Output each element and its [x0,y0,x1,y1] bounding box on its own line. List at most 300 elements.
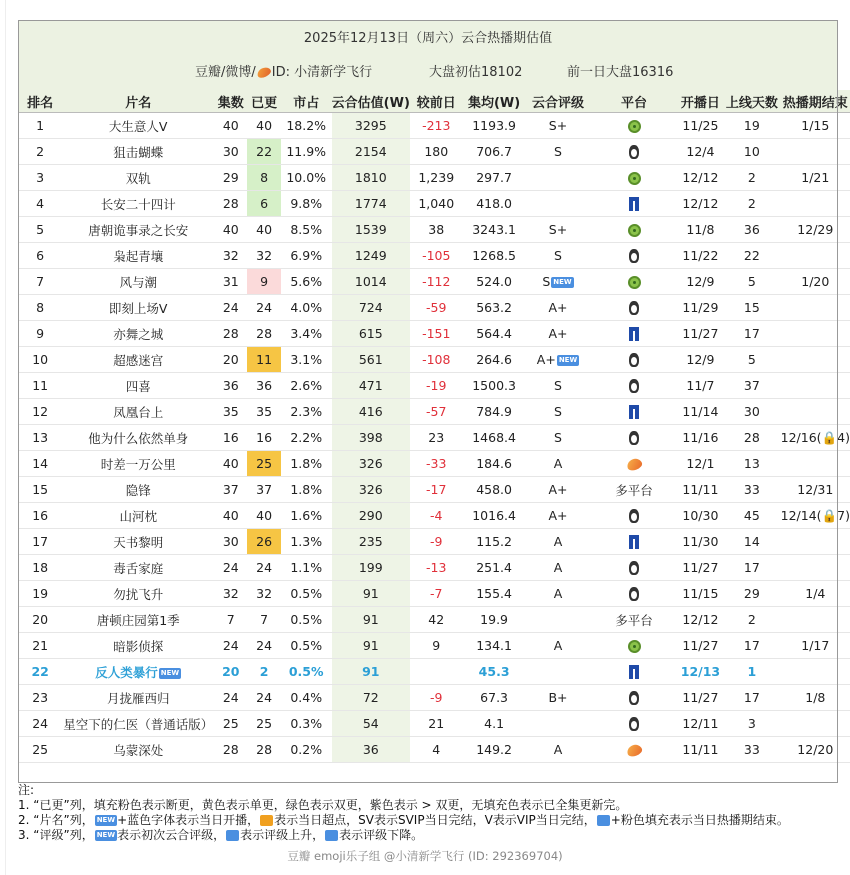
cell-avg: 19.9 [463,607,526,633]
cell-aired: 25 [247,711,280,737]
cell-eps: 31 [214,269,247,295]
cell-est: 91 [332,607,410,633]
column-header: 排名 [18,90,62,113]
cell-est: 290 [332,503,410,529]
cell-avg: 564.4 [463,321,526,347]
cell-start: 11/29 [678,295,723,321]
penguin-platform-icon [629,587,639,601]
cell-aired: 32 [247,243,280,269]
cell-platform [590,139,677,165]
cell-aired: 9 [247,269,280,295]
cell-title [62,633,214,659]
cell-rank: 9 [18,321,62,347]
cell-rank: 7 [18,269,62,295]
grade-value: S [554,378,562,393]
column-header: 较前日 [410,90,463,113]
cell-est: 398 [332,425,410,451]
cell-avg: 458.0 [463,477,526,503]
cell-days: 15 [723,295,780,321]
cell-share: 1.3% [281,529,332,555]
cell-aired: 32 [247,581,280,607]
grade-value: A [553,560,563,575]
cell-days: 33 [723,477,780,503]
grid-line [5,0,6,875]
cell-grade [526,399,591,425]
kiwi-platform-icon [628,276,641,289]
cell-share: 4.0% [281,295,332,321]
cell-platform [590,269,677,295]
cell-end [781,451,850,477]
cell-grade [526,269,591,295]
cell-est: 54 [332,711,410,737]
cell-end: 12/20 [781,737,850,763]
cell-platform: 多平台 [590,607,677,633]
cell-end: 1/17 [781,633,850,659]
column-header: 片名 [62,90,214,113]
show-title: 双轨 [125,170,151,186]
cell-share: 0.5% [281,659,332,685]
cell-platform [590,347,677,373]
cell-avg: 706.7 [463,139,526,165]
cell-title [62,711,214,737]
cell-platform [590,503,677,529]
note-2-text: 表示当日超点，SV表示SVIP当日完结，V表示VIP当日完结， [274,813,596,827]
cell-aired: 24 [247,633,280,659]
cell-grade [526,633,591,659]
penguin-platform-icon [629,561,639,575]
cell-share: 0.5% [281,581,332,607]
grade-value: A+ [536,352,556,367]
cell-platform [590,165,677,191]
penguin-platform-icon [629,145,639,159]
table-row [18,503,850,529]
cell-start: 12/9 [678,347,723,373]
cell-aired: 25 [247,451,280,477]
column-header: 市占 [281,90,332,113]
penguin-platform-icon [629,301,639,315]
table-row [18,737,850,763]
cell-platform [590,295,677,321]
cell-platform [590,529,677,555]
table-row [18,685,850,711]
cell-est: 1014 [332,269,410,295]
column-header: 集均(W) [463,90,526,113]
cell-eps: 29 [214,165,247,191]
cell-est: 235 [332,529,410,555]
cell-aired: 11 [247,347,280,373]
cell-rank: 5 [18,217,62,243]
cell-aired: 22 [247,139,280,165]
cell-days: 2 [723,191,780,217]
cell-platform [590,685,677,711]
cell-eps: 16 [214,425,247,451]
kiwi-platform-icon [628,224,641,237]
table-row [18,633,850,659]
cell-share: 1.8% [281,477,332,503]
cell-diff: -33 [410,451,463,477]
show-title: 乌蒙深处 [113,742,164,758]
cell-platform [590,243,677,269]
cell-days: 17 [723,555,780,581]
column-header: 开播日 [678,90,723,113]
cell-diff: -19 [410,373,463,399]
cell-rank: 12 [18,399,62,425]
cell-diff: -108 [410,347,463,373]
cell-platform [590,581,677,607]
grade-value: S [542,274,551,289]
cell-est: 416 [332,399,410,425]
cell-share: 0.3% [281,711,332,737]
cell-eps: 40 [214,113,247,139]
cell-days: 19 [723,113,780,139]
cell-title [62,555,214,581]
cell-rank: 8 [18,295,62,321]
cell-end: 12/31 [781,477,850,503]
cell-platform [590,113,677,139]
column-header: 热播期结束 [781,90,850,113]
page-title: 2025年12月13日（周六）云合热播期估值 [303,31,553,46]
cell-title [62,373,214,399]
cell-start: 11/27 [678,685,723,711]
grade-value: B+ [548,690,568,705]
cell-share: 1.8% [281,451,332,477]
cell-avg: 134.1 [463,633,526,659]
cell-diff: -213 [410,113,463,139]
grade-value: S [554,430,562,445]
table-row [18,581,850,607]
grade-value: A [553,456,563,471]
cell-days: 33 [723,737,780,763]
cell-est: 326 [332,451,410,477]
cell-days: 17 [723,321,780,347]
cell-eps: 32 [214,243,247,269]
cell-est: 91 [332,633,410,659]
cell-title [62,217,214,243]
cell-diff: -105 [410,243,463,269]
cell-rank: 1 [18,113,62,139]
table-row [18,529,850,555]
cell-est: 326 [332,477,410,503]
cell-share: 2.6% [281,373,332,399]
cell-est: 91 [332,581,410,607]
column-header: 平台 [590,90,677,113]
cell-title [62,321,214,347]
cell-rank: 17 [18,529,62,555]
cell-grade [526,295,591,321]
cell-title [62,347,214,373]
cell-est: 3295 [332,113,410,139]
cell-platform [590,217,677,243]
show-title: 天书黎明 [113,534,164,550]
cell-days: 3 [723,711,780,737]
cell-est: 72 [332,685,410,711]
cell-end [781,373,850,399]
cell-avg: 3243.1 [463,217,526,243]
cell-end [781,529,850,555]
mango-icon [256,65,272,79]
cell-avg: 563.2 [463,295,526,321]
column-header: 云合估值(W) [332,90,410,113]
cell-grade [526,555,591,581]
penguin-platform-icon [629,431,639,445]
cell-eps: 40 [214,503,247,529]
grade-value: A [553,586,563,601]
cell-eps: 20 [214,659,247,685]
cell-grade [526,659,591,685]
column-header: 已更 [247,90,280,113]
cell-platform [590,451,677,477]
table-row [18,607,850,633]
note-3-text: 表示初次云合评级， [117,828,226,842]
watermark-footer: 豆瓣 emoji乐子组 @小清新学飞行 (ID: 292369704) [287,849,563,863]
penguin-platform-icon [629,353,639,367]
show-title: 狙击蝴蝶 [113,144,164,160]
cell-avg: 4.1 [463,711,526,737]
cell-days: 36 [723,217,780,243]
cell-diff: -112 [410,269,463,295]
cell-platform [590,633,677,659]
cell-avg: 264.6 [463,347,526,373]
cell-grade [526,607,591,633]
cell-share: 11.9% [281,139,332,165]
cell-end: 1/8 [781,685,850,711]
cell-days: 14 [723,529,780,555]
cell-start: 11/11 [678,477,723,503]
cell-start: 11/8 [678,217,723,243]
cell-title [62,243,214,269]
cell-start: 12/4 [678,139,723,165]
cell-avg: 251.4 [463,555,526,581]
cell-start: 11/25 [678,113,723,139]
note-2 [18,813,789,828]
cell-end [781,555,850,581]
cell-est: 36 [332,737,410,763]
cell-aired: 26 [247,529,280,555]
cell-grade [526,503,591,529]
mango-platform-icon [625,457,643,472]
cell-days: 2 [723,165,780,191]
cell-avg: 115.2 [463,529,526,555]
table-row [18,217,850,243]
cell-start: 12/9 [678,269,723,295]
cell-eps: 25 [214,711,247,737]
cell-avg: 1268.5 [463,243,526,269]
new-icon: NEW [558,356,578,364]
table-row [18,555,850,581]
table-row [18,373,850,399]
cell-eps: 30 [214,529,247,555]
cell-aired: 16 [247,425,280,451]
cell-share: 8.5% [281,217,332,243]
cell-eps: 30 [214,139,247,165]
cell-eps: 36 [214,373,247,399]
cell-aired: 2 [247,659,280,685]
table-row [18,321,850,347]
cell-diff: -151 [410,321,463,347]
cell-est: 724 [332,295,410,321]
table-row [18,165,850,191]
jeans-platform-icon [629,665,639,679]
cell-share: 1.6% [281,503,332,529]
cell-days: 10 [723,139,780,165]
cell-eps: 40 [214,217,247,243]
show-title: 即刻上场V [108,300,168,316]
cell-diff: -9 [410,529,463,555]
cell-days: 30 [723,399,780,425]
cell-est: 561 [332,347,410,373]
down-arrow-icon [325,830,338,841]
grade-value: A [553,742,563,757]
note-3-text: 表示评级下降。 [339,828,424,842]
table-row [18,139,850,165]
cell-diff: 9 [410,633,463,659]
cell-share: 3.1% [281,347,332,373]
cell-platform [590,555,677,581]
cell-title [62,165,214,191]
cell-title [62,477,214,503]
cell-start: 11/27 [678,555,723,581]
show-title: 暗影侦探 [113,638,164,654]
cell-rank: 21 [18,633,62,659]
cell-grade [526,191,591,217]
cell-start: 12/11 [678,711,723,737]
cell-eps: 7 [214,607,247,633]
cell-aired: 37 [247,477,280,503]
cell-aired: 40 [247,503,280,529]
cell-est: 1539 [332,217,410,243]
cell-start: 11/16 [678,425,723,451]
cell-start: 12/12 [678,607,723,633]
column-header: 云合评级 [526,90,591,113]
cell-eps: 32 [214,581,247,607]
cell-diff: 23 [410,425,463,451]
cell-rank: 23 [18,685,62,711]
cell-end: 12/14(🔒7) [781,503,850,529]
source-credit [195,61,372,80]
cell-end: 12/16(🔒4) [781,425,850,451]
cell-end: 1/21 [781,165,850,191]
cell-start: 12/12 [678,191,723,217]
cell-eps: 40 [214,451,247,477]
column-header: 上线天数 [723,90,780,113]
cell-aired: 36 [247,373,280,399]
cell-grade [526,139,591,165]
cell-aired: 24 [247,295,280,321]
cell-grade [526,425,591,451]
jeans-platform-icon [629,535,639,549]
cell-est: 1810 [332,165,410,191]
notes [18,783,789,843]
cell-days: 2 [723,607,780,633]
new-icon: NEW [96,831,116,839]
cell-diff [410,659,463,685]
cell-aired: 40 [247,113,280,139]
cell-grade [526,477,591,503]
cell-title [62,659,214,685]
cell-grade [526,529,591,555]
cell-eps: 24 [214,685,247,711]
cell-rank: 20 [18,607,62,633]
cell-rank: 11 [18,373,62,399]
cell-platform [590,373,677,399]
cell-eps: 28 [214,321,247,347]
cell-aired: 40 [247,217,280,243]
kiwi-platform-icon [628,120,641,133]
back-arrow-icon [597,815,610,826]
grade-value: A [553,534,563,549]
cell-avg: 1468.4 [463,425,526,451]
cell-title [62,581,214,607]
show-title: 反人类暴行 [95,664,158,680]
cell-diff: 180 [410,139,463,165]
show-title: 勿扰飞升 [113,586,164,602]
cell-days: 29 [723,581,780,607]
cell-eps: 24 [214,555,247,581]
show-title: 风与潮 [119,274,157,290]
ratings-table [18,90,850,763]
cell-aired: 6 [247,191,280,217]
cell-rank: 14 [18,451,62,477]
cell-rank: 18 [18,555,62,581]
cell-start: 12/1 [678,451,723,477]
show-title: 长安二十四计 [100,196,176,212]
cell-avg: 184.6 [463,451,526,477]
table-row [18,269,850,295]
table-row [18,711,850,737]
new-icon: NEW [553,278,572,286]
cell-avg: 297.7 [463,165,526,191]
cell-aired: 28 [247,321,280,347]
source-suffix: ID: 小清新学飞行 [271,65,373,80]
cell-avg: 45.3 [463,659,526,685]
cell-avg: 155.4 [463,581,526,607]
cell-start: 11/27 [678,321,723,347]
cell-avg: 418.0 [463,191,526,217]
cell-diff: -7 [410,581,463,607]
cell-platform [590,191,677,217]
cell-title [62,607,214,633]
jeans-platform-icon [629,405,639,419]
cell-start: 11/15 [678,581,723,607]
cell-days: 22 [723,243,780,269]
cell-start: 11/27 [678,633,723,659]
cell-grade [526,581,591,607]
cell-platform [590,425,677,451]
table-row [18,659,850,685]
cell-grade [526,217,591,243]
cell-avg: 149.2 [463,737,526,763]
grade-value: S+ [548,222,568,237]
table-row [18,191,850,217]
penguin-platform-icon [629,379,639,393]
new-icon: NEW [96,816,116,824]
jeans-platform-icon [629,327,639,341]
cell-diff: 1,040 [410,191,463,217]
cell-end [781,607,850,633]
cell-title [62,269,214,295]
cell-days: 28 [723,425,780,451]
kiwi-platform-icon [628,172,641,185]
grade-value: A+ [548,300,568,315]
cell-end [781,347,850,373]
cell-aired: 8 [247,165,280,191]
cell-share: 0.5% [281,607,332,633]
cell-grade [526,711,591,737]
cell-est: 91 [332,659,410,685]
notes-heading: 注: [18,783,35,797]
cell-share: 3.4% [281,321,332,347]
market-today: 大盘初估18102 [429,65,523,80]
